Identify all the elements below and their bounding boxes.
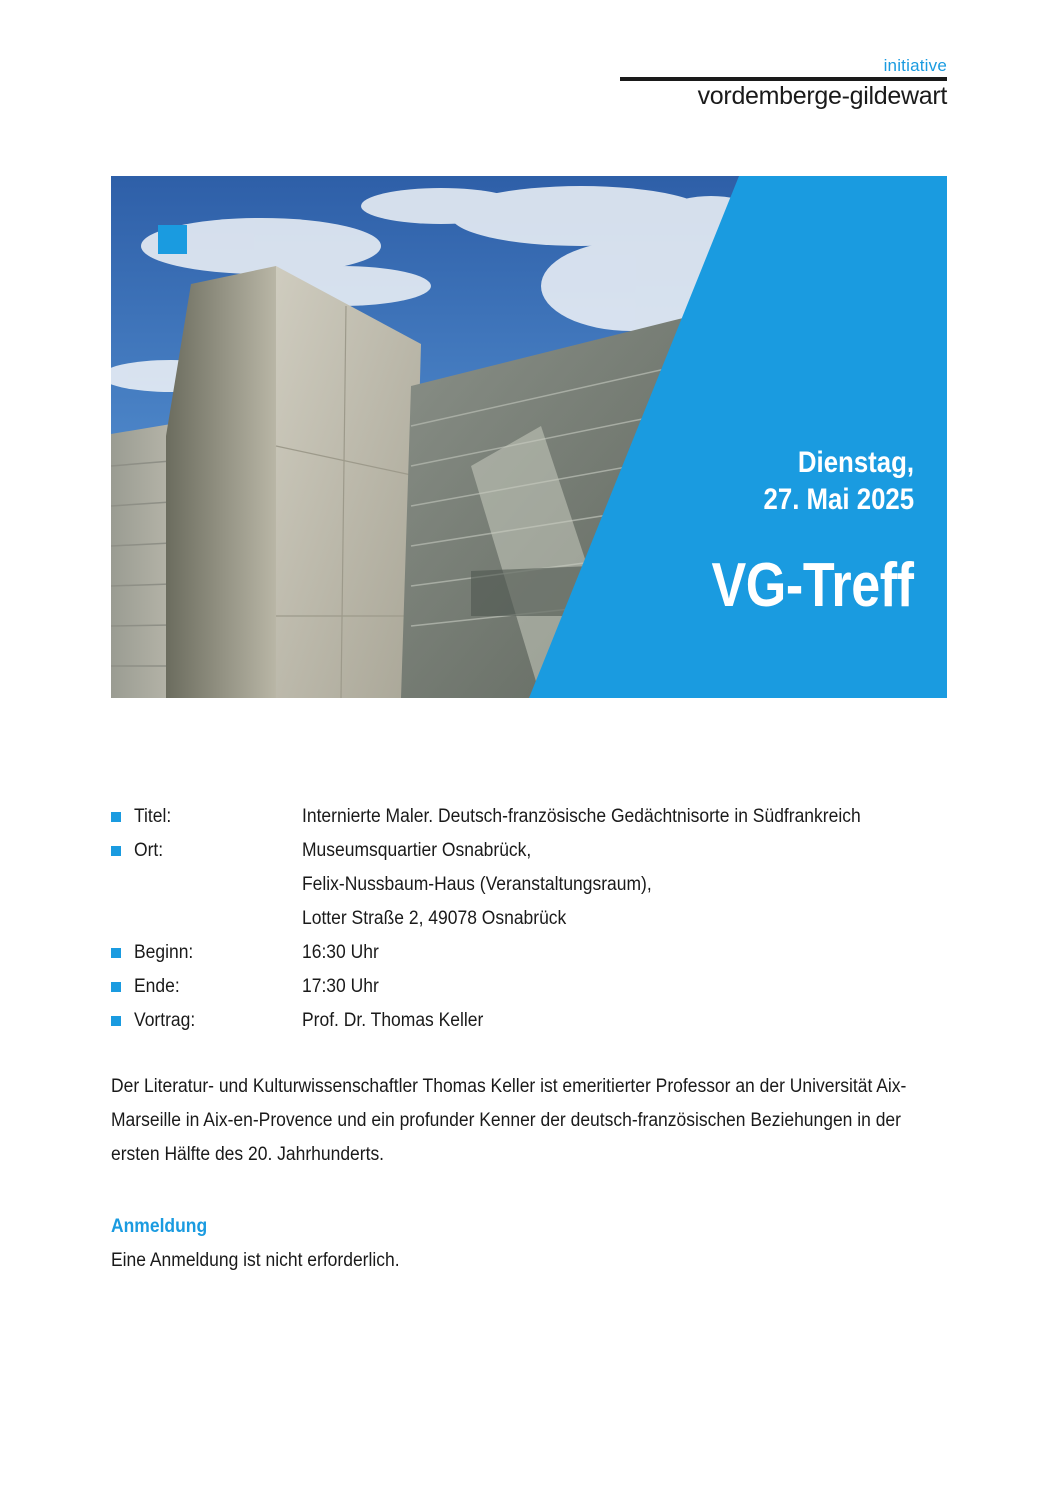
detail-row-ort [111,834,971,868]
detail-row-ende [111,970,971,1004]
detail-label: Ende: [134,976,180,997]
detail-row-vortrag [111,1004,971,1038]
detail-label: Beginn: [134,942,194,963]
event-title: VG-Treff [711,551,914,620]
speaker-description [111,1070,947,1172]
registration-heading: Anmeldung [111,1216,208,1237]
hero-banner [111,176,947,698]
detail-value: 17:30 Uhr [302,976,379,997]
registration-text: Eine Anmeldung ist nicht erforderlich. [111,1250,400,1271]
logo-wordmark: vordemberge-gildewart [697,82,947,110]
bullet-square [111,812,121,822]
description-line: ersten Hälfte des 20. Jahrhunderts. [111,1144,385,1165]
bullet-square [111,948,121,958]
bullet-square [111,982,121,992]
detail-value: Prof. Dr. Thomas Keller [302,1010,484,1031]
detail-value: Felix-Nussbaum-Haus (Veranstaltungsraum), [302,874,652,895]
description-line: Der Literatur- und Kulturwissenschaftler Thomas Keller ist emeritierter Professor an der Universität Aix- [111,1076,907,1097]
detail-value: 16:30 Uhr [302,942,379,963]
detail-row-titel [111,800,971,834]
event-details [111,800,971,1038]
description-line: Marseille in Aix-en-Provence und ein profunder Kenner der deutsch-französischen Beziehungen in der [111,1110,901,1131]
detail-label: Vortrag: [134,1010,196,1031]
detail-label: Titel: [134,806,172,827]
detail-row-ort-continued [111,902,971,936]
event-weekday: Dienstag, [797,446,914,479]
detail-value: Lotter Straße 2, 49078 Osnabrück [302,908,567,929]
detail-row-ort-continued [111,868,971,902]
detail-row-beginn [111,936,971,970]
bullet-square [111,1016,121,1026]
detail-value: Museumsquartier Osnabrück, [302,840,532,861]
detail-value: Internierte Maler. Deutsch-französische Gedächtnisorte in Südfrankreich [302,806,861,827]
detail-label: Ort: [134,840,164,861]
logo-tagline: initiative [883,56,947,75]
accent-square [158,225,187,254]
bullet-square [111,846,121,856]
brand-logo [620,56,947,111]
registration-section [111,1210,947,1278]
event-date: 27. Mai 2025 [763,483,914,516]
